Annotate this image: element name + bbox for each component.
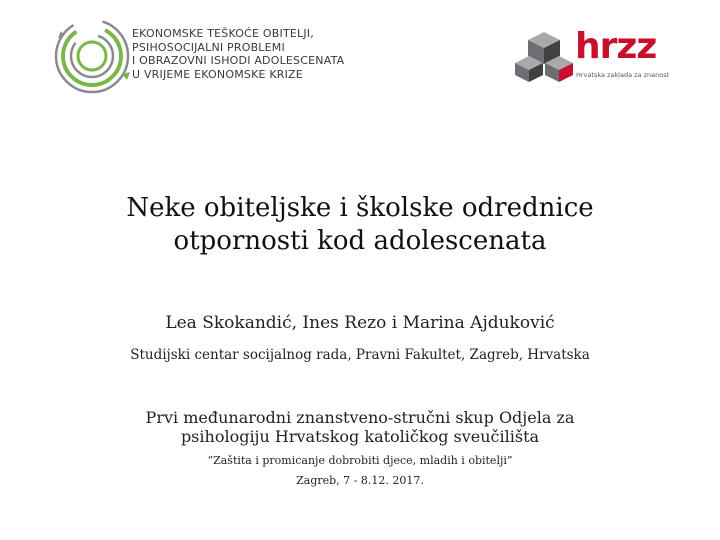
project-title-line: I OBRAZOVNI ISHODI ADOLESCENATA bbox=[132, 54, 345, 67]
conference-date: Zagreb, 7 - 8.12. 2017. bbox=[296, 474, 424, 487]
cube-stack-icon bbox=[515, 30, 573, 82]
presentation-title bbox=[0, 192, 720, 258]
affiliation: Studijski centar socijalnog rada, Pravni Fakultet, Zagreb, Hrvatska bbox=[130, 347, 590, 363]
hrzz-logo bbox=[515, 26, 675, 86]
hrzz-wordmark: hrzz bbox=[575, 26, 657, 67]
hrzz-subtitle: Hrvatska zaklada za znanost bbox=[576, 71, 670, 79]
project-title-line: PSIHOSOCIJALNI PROBLEMI bbox=[132, 40, 285, 54]
project-title-line: U VRIJEME EKONOMSKE KRIZE bbox=[132, 67, 303, 81]
title-line: otpornosti kod adolescenata bbox=[173, 226, 547, 256]
recycle-circle-icon bbox=[52, 14, 132, 98]
project-title-line: EKONOMSKE TEŠKOĆE OBITELJI, bbox=[132, 27, 314, 40]
conference-name bbox=[0, 408, 720, 446]
conference-line: Prvi međunarodni znanstveno-stručni skup Odjela za bbox=[145, 408, 575, 427]
authors: Lea Skokandić, Ines Rezo i Marina Ajduković bbox=[165, 313, 555, 333]
conference-motto: “Zaštita i promicanje dobrobiti djece, mladih i obitelji” bbox=[207, 454, 513, 467]
conference-line: psihologiju Hrvatskog katoličkog sveučilišta bbox=[180, 427, 540, 446]
title-line: Neke obiteljske i školske odrednice bbox=[126, 193, 594, 223]
project-logo bbox=[52, 14, 352, 98]
project-title bbox=[132, 27, 362, 81]
